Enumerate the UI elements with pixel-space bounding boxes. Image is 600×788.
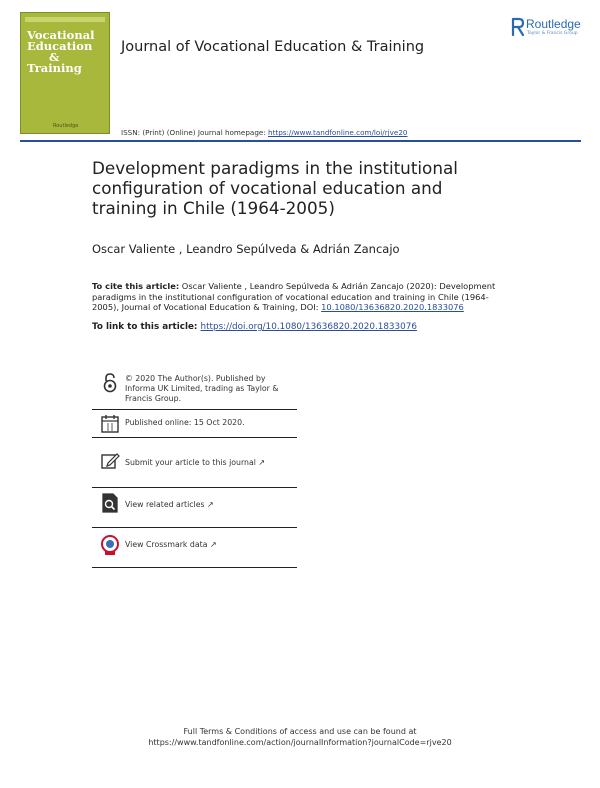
citation-text: Oscar Valiente , Leandro Sepúlveda & Adrián Zancajo (2020): Development paradigms in the institutional configuration of vocational education and training in Chile (1964-2005), Journal of Vocational Education & Training, DOI: bbox=[92, 281, 496, 312]
logo-tagline: Taylor & Francis Group bbox=[527, 31, 578, 36]
related-articles-link[interactable] bbox=[125, 500, 214, 510]
citation-label: To cite this article: bbox=[92, 281, 180, 291]
edit-pencil-icon bbox=[99, 450, 121, 472]
crossmark-icon bbox=[99, 534, 121, 556]
published-date: Published online: 15 Oct 2020. bbox=[125, 418, 245, 427]
routledge-r-icon bbox=[511, 17, 525, 37]
journal-homepage-link[interactable]: https://www.tandfonline.com/loi/rjve20 bbox=[268, 128, 408, 137]
related-articles-text: View related articles bbox=[125, 500, 205, 509]
license-text: © 2020 The Author(s). Published by Informa UK Limited, trading as Taylor & Francis Group. bbox=[125, 374, 279, 403]
cover-title-line: & bbox=[49, 50, 60, 64]
crossmark-text: View Crossmark data bbox=[125, 540, 208, 549]
cover-title-line: Training bbox=[27, 61, 82, 75]
journal-cover bbox=[20, 12, 110, 134]
article-link-line bbox=[92, 322, 417, 332]
crossmark-row[interactable] bbox=[92, 528, 297, 568]
document-search-icon bbox=[99, 492, 121, 514]
cover-title bbox=[27, 30, 107, 74]
cover-title-line: Education bbox=[27, 39, 93, 53]
citation-doi-link[interactable]: 10.1080/13636820.2020.1833076 bbox=[321, 302, 464, 312]
footer bbox=[0, 727, 600, 748]
citation-block bbox=[92, 281, 502, 313]
cover-title-line: Vocational bbox=[27, 28, 95, 42]
license-row bbox=[92, 370, 297, 410]
article-title: Development paradigms in the institutional configuration of vocational education and training in Chile (1964-2005) bbox=[92, 158, 458, 218]
issn-text: ISSN: (Print) (Online) Journal homepage: bbox=[121, 128, 269, 137]
journal-name: Journal of Vocational Education & Training bbox=[121, 39, 425, 55]
published-row bbox=[92, 410, 297, 438]
article-doi-url[interactable]: https://doi.org/10.1080/13636820.2020.1833076 bbox=[200, 322, 417, 332]
issn-line bbox=[121, 128, 407, 137]
article-authors: Oscar Valiente , Leandro Sepúlveda & Adrián Zancajo bbox=[92, 242, 400, 256]
cover-publisher-mark: Routledge bbox=[53, 123, 79, 129]
article-link-label: To link to this article: bbox=[92, 322, 201, 332]
header-rule bbox=[20, 140, 581, 142]
submit-article-text: Submit your article to this journal bbox=[125, 458, 256, 467]
related-row[interactable] bbox=[92, 488, 297, 528]
external-link-icon: ↗ bbox=[258, 458, 266, 467]
footer-url[interactable]: https://www.tandfonline.com/action/journalInformation?journalCode=rjve20 bbox=[148, 737, 452, 747]
external-link-icon: ↗ bbox=[209, 540, 217, 549]
crossmark-link[interactable] bbox=[125, 540, 217, 550]
external-link-icon: ↗ bbox=[207, 500, 214, 509]
submit-article-link[interactable] bbox=[125, 458, 265, 468]
open-access-lock-icon bbox=[99, 372, 121, 394]
cover-strip bbox=[25, 17, 105, 22]
calendar-icon bbox=[99, 413, 121, 435]
logo-brand: Routledge bbox=[526, 17, 581, 31]
submit-row[interactable] bbox=[92, 448, 297, 488]
footer-terms: Full Terms & Conditions of access and use can be found at bbox=[183, 727, 417, 736]
